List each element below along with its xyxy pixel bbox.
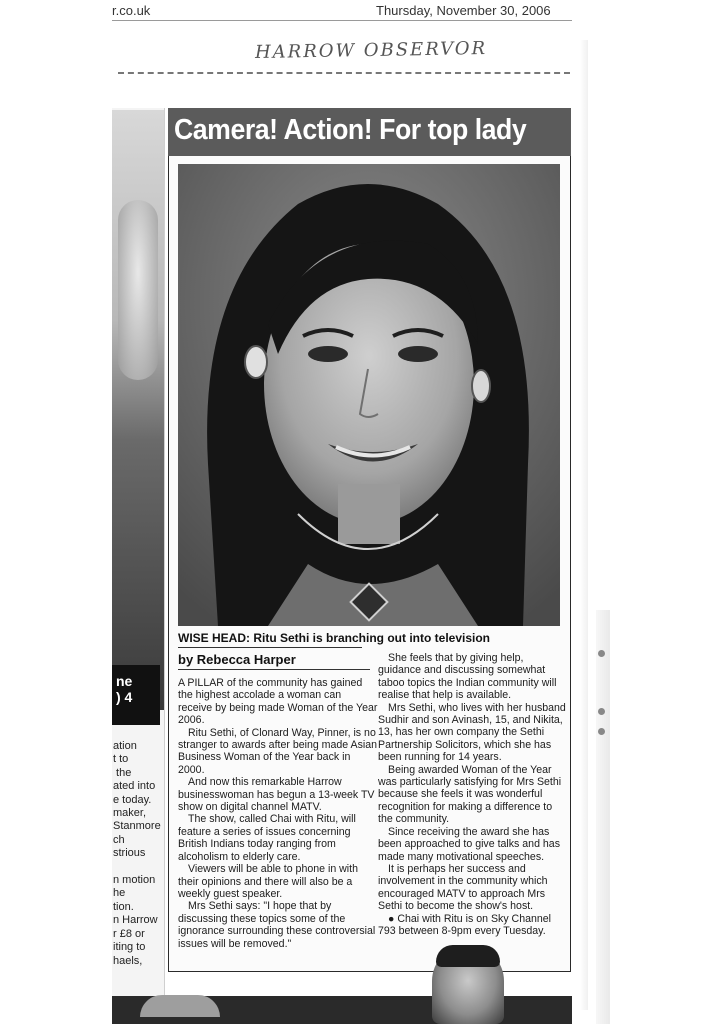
page-edge-mark (598, 708, 605, 715)
paragraph: She feels that by giving help, guidance and discussing somewhat taboo topics the Indian community will realise that help is available. (378, 652, 557, 702)
portrait-illustration (178, 164, 560, 626)
header-rule (112, 20, 572, 21)
paragraph: It is perhaps her success and involvement in the community which encouraged MATV to approach Mrs Sethi to become the show's host. (378, 862, 548, 913)
paragraph: The show, called Chai with Ritu, will feature a series of issues concerning British Indians today ranging from alcoholism to elderly care. (178, 813, 356, 863)
neighbour-text-fragments: ation t to the ated into e today. maker, Stanmore ch strious n motion he tion. n Harrow r £8 or iting to haels, (113, 740, 161, 967)
byline-rule (178, 669, 370, 670)
article-column-2 (378, 652, 568, 937)
article-headline: Camera! Action! For top lady (174, 114, 527, 146)
paragraph: Mrs Sethi, who lives with her husband Sudhir and son Avinash, 15, and Nikita, 13, has her own company the Sethi Partnership Solicitors, which she has been running for 14 years. (378, 701, 566, 764)
page-edge-mark (598, 650, 605, 657)
neighbour-photo (112, 110, 164, 710)
paragraph: Since receiving the award she has been approached to give talks and has made many motivational speeches. (378, 825, 560, 863)
portrait-photo (178, 164, 560, 626)
paragraph: Ritu Sethi, of Clonard Way, Pinner, is no stranger to awards after being made Asian Business Woman of the Year back in 2000. (178, 726, 378, 776)
paragraph: Viewers will be able to phone in with their opinions and there will also be a weekly guest speaker. (178, 863, 358, 900)
paragraph: A PILLAR of the community has gained the highest accolade a woman can receive by being made Woman of the Year 2006. (178, 677, 378, 727)
neighbour-headline-bar (112, 665, 160, 725)
source-url-fragment: r.co.uk (112, 3, 151, 18)
page-edge-shadow (580, 40, 588, 1010)
publication-date: Thursday, November 30, 2006 (376, 3, 551, 18)
caption-rule (178, 647, 362, 648)
paragraph: Mrs Sethi says: "I hope that by discussing these topics some of the ignorance surrounding these controversial issues will be removed." (178, 900, 376, 950)
byline: by Rebecca Harper (178, 652, 296, 667)
handwritten-source-note: HARROW OBSERVOR (254, 37, 488, 64)
paragraph: And now this remarkable Harrow businesswoman has begun a 13-week TV show on digital channel MATV. (178, 776, 375, 814)
cut-line (118, 72, 570, 74)
paragraph: Being awarded Woman of the Year was particularly satisfying for Mrs Sethi because she feels it was wonderful recognition for making a difference to the community. (378, 763, 562, 826)
bottom-neighbour-face-photo (432, 945, 504, 1024)
neighbour-headline-fragment: ne ) 4 (116, 673, 133, 705)
photo-caption: WISE HEAD: Ritu Sethi is branching out into television (178, 631, 491, 645)
paragraph: ● Chai with Ritu is on Sky Channel 793 between 8-9pm every Tuesday. (378, 912, 552, 937)
page-edge (596, 610, 610, 1024)
bottom-neighbour-photo (140, 995, 220, 1017)
article-column-1 (178, 677, 378, 950)
page-edge-mark (598, 728, 605, 735)
